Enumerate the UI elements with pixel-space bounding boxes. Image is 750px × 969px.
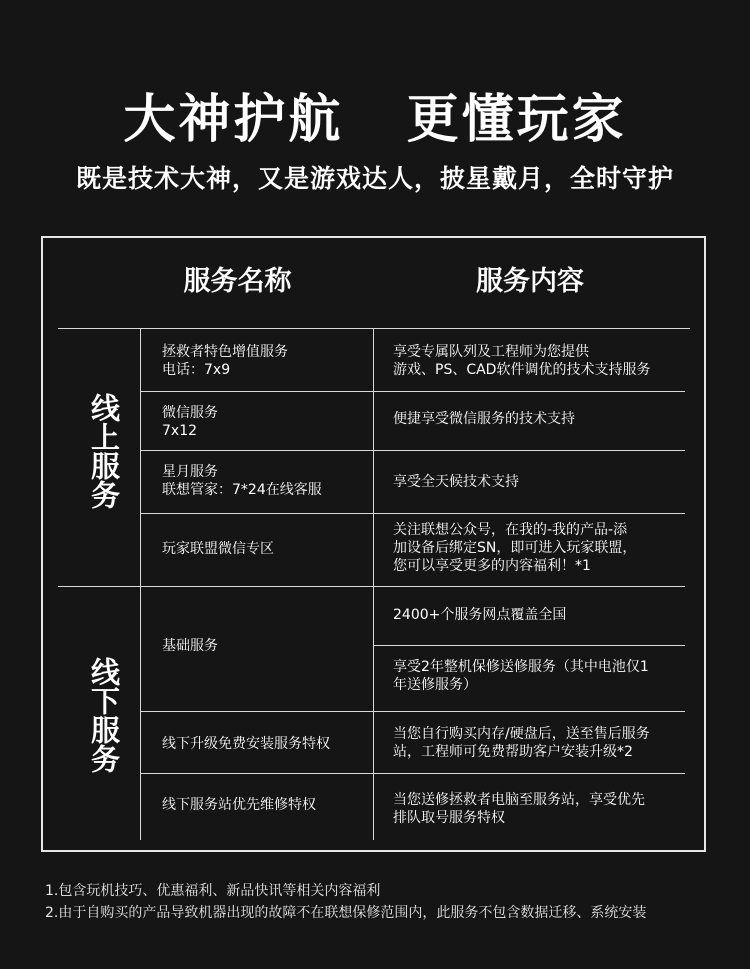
divider (140, 328, 141, 840)
service-name-wechat: 微信服务 7x12 (162, 405, 218, 439)
service-content-wechat: 便捷享受微信服务的技术支持 (393, 411, 575, 427)
header-service-content: 服务内容 (476, 266, 584, 297)
footnote-2: 2.由于自购买的产品导致机器出现的故障不在联想保修范围内，此服务不包含数据迁移、系统安装 (45, 905, 647, 921)
divider (140, 391, 685, 392)
service-content-basic-warranty: 享受2年整机保修送修服务（其中电池仅1 年送修服务） (393, 659, 649, 693)
service-name-basic: 基础服务 (162, 638, 218, 654)
divider (140, 450, 685, 451)
divider (140, 773, 685, 774)
service-content-upgrade-install: 当您自行购买内存/硬盘后，送至售后服务 站，工程师可免费帮助客户安装升级*2 (393, 726, 650, 760)
divider (140, 513, 685, 514)
service-content-basic-network: 2400+个服务网点覆盖全国 (393, 607, 567, 623)
page-title: 大神护航 更懂玩家 (123, 90, 627, 150)
service-name-priority-repair: 线下服务站优先维修特权 (162, 797, 316, 813)
header-service-name: 服务名称 (183, 266, 292, 297)
service-name-rescuer: 拯救者特色增值服务 电话：7x9 (162, 344, 288, 378)
footnotes (45, 880, 646, 924)
category-offline: 线下服务 (87, 657, 121, 773)
divider (373, 645, 685, 646)
service-name-player-alliance: 玩家联盟微信专区 (162, 541, 274, 557)
divider (373, 328, 374, 840)
service-name-upgrade-install: 线下升级免费安装服务特权 (162, 736, 330, 752)
service-content-rescuer: 享受专属队列及工程师为您提供 游戏、PS、CAD软件调优的技术支持服务 (393, 344, 651, 378)
divider (140, 711, 685, 712)
category-online: 线上服务 (87, 393, 121, 509)
divider (58, 328, 690, 329)
service-content-star-moon: 享受全天候技术支持 (393, 474, 519, 490)
footnote-1: 1.包含玩机技巧、优惠福利、新品快讯等相关内容福利 (45, 883, 381, 899)
service-name-star-moon: 星月服务 联想管家：7*24在线客服 (162, 464, 322, 498)
page-subtitle: 既是技术大神，又是游戏达人，披星戴月，全时守护 (75, 164, 674, 193)
divider (58, 586, 685, 587)
service-content-priority-repair: 当您送修拯救者电脑至服务站，享受优先 排队取号服务特权 (393, 792, 645, 826)
service-content-player-alliance: 关注联想公众号，在我的-我的产品-添 加设备后绑定SN，即可进入玩家联盟， 您可以享受更多的内容福利！*1 (393, 522, 637, 574)
